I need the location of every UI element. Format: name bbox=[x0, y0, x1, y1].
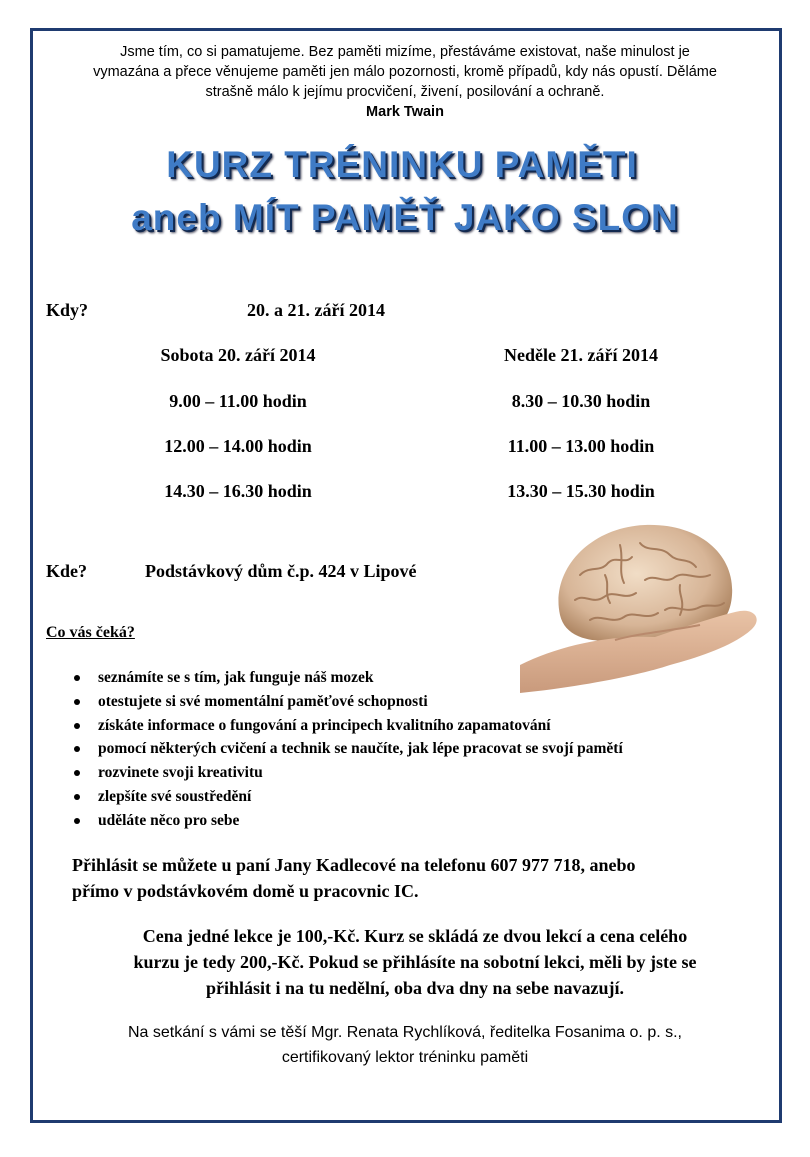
saturday-slot: 9.00 – 11.00 hodin bbox=[169, 391, 307, 411]
title-line-2: aneb MÍT PAMĚŤ JAKO SLON bbox=[131, 197, 679, 238]
list-item-text: uděláte něco pro sebe bbox=[98, 811, 240, 829]
signup-line-2: přímo v podstávkovém domě u pracovnic IC. bbox=[72, 881, 419, 901]
sunday-heading: Neděle 21. září 2014 bbox=[504, 345, 658, 365]
saturday-heading: Sobota 20. září 2014 bbox=[160, 345, 316, 365]
bullet-icon bbox=[74, 818, 80, 824]
bullet-icon bbox=[74, 770, 80, 776]
bullet-icon bbox=[74, 794, 80, 800]
list-item-text: pomocí některých cvičení a technik se naučíte, jak lépe pracovat se svojí pamětí bbox=[98, 740, 623, 758]
sunday-slot: 13.30 – 15.30 hodin bbox=[507, 481, 655, 501]
footer-signature bbox=[40, 1020, 770, 1070]
price-line-1: Cena jedné lekce je 100,-Kč. Kurz se skládá ze dvou lekcí a cena celého bbox=[142, 926, 688, 946]
footer-line-2: certifikovaný lektor tréninku paměti bbox=[281, 1049, 529, 1066]
quote-line-3: strašně málo k jejímu procvičení, živení, posilování a ochraně. bbox=[205, 84, 605, 100]
sunday-slot: 11.00 – 13.00 hodin bbox=[507, 436, 655, 456]
list-item bbox=[70, 809, 623, 833]
bullet-icon bbox=[74, 699, 80, 705]
saturday-slot: 14.30 – 16.30 hodin bbox=[164, 481, 312, 501]
list-item-text: otestujete si své momentální paměťové schopnosti bbox=[98, 692, 428, 710]
list-item-text: seznámíte se s tím, jak funguje náš mozek bbox=[98, 669, 374, 686]
price-line-2: kurzu je tedy 200,-Kč. Pokud se přihlásíte na sobotní lekci, měli by jste se bbox=[133, 952, 697, 972]
quote-line-1: Jsme tím, co si pamatujeme. Bez paměti mizíme, přestáváme existovat, naše minulost je bbox=[120, 44, 690, 60]
list-item bbox=[70, 737, 623, 761]
sunday-slot: 8.30 – 10.30 hodin bbox=[511, 391, 651, 411]
quote-block bbox=[40, 42, 770, 122]
signup-paragraph bbox=[72, 852, 636, 904]
price-paragraph bbox=[60, 923, 770, 1001]
price-line-3: přihlásit i na tu nedělní, oba dva dny na sebe navazují. bbox=[205, 978, 625, 998]
footer-line-1: Na setkání s vámi se těší Mgr. Renata Rychlíková, ředitelka Fosanima o. p. s., bbox=[127, 1024, 682, 1041]
bullet-icon bbox=[74, 746, 80, 752]
list-item-text: získáte informace o fungování a principech kvalitního zapamatování bbox=[98, 716, 551, 734]
list-item-text: rozvinete svoji kreativitu bbox=[98, 764, 263, 782]
bullet-icon bbox=[74, 723, 80, 729]
quote-line-2: vymazána a přece věnujeme paměti jen málo pozornosti, kromě případů, kdy nás opustí. Děláme bbox=[93, 64, 717, 80]
title-line-1: KURZ TRÉNINKU PAMĚTI bbox=[166, 144, 638, 185]
bullet-icon bbox=[74, 675, 80, 681]
expect-list bbox=[70, 666, 623, 833]
list-item bbox=[70, 761, 623, 785]
signup-line-1: Přihlásit se můžete u paní Jany Kadlecové na telefonu 607 977 718, anebo bbox=[72, 855, 636, 875]
when-dates: 20. a 21. září 2014 bbox=[247, 300, 385, 320]
quote-author: Mark Twain bbox=[366, 104, 444, 120]
when-label: Kdy? bbox=[46, 300, 89, 320]
where-label: Kde? bbox=[46, 561, 88, 581]
saturday-slot: 12.00 – 14.00 hodin bbox=[164, 436, 312, 456]
where-place: Podstávkový dům č.p. 424 v Lipové bbox=[145, 561, 417, 581]
list-item bbox=[70, 714, 623, 738]
list-item bbox=[70, 785, 623, 809]
list-item bbox=[70, 690, 623, 714]
list-item bbox=[70, 666, 623, 690]
list-item-text: zlepšíte své soustředění bbox=[98, 787, 252, 805]
expect-heading: Co vás čeká? bbox=[46, 624, 135, 641]
